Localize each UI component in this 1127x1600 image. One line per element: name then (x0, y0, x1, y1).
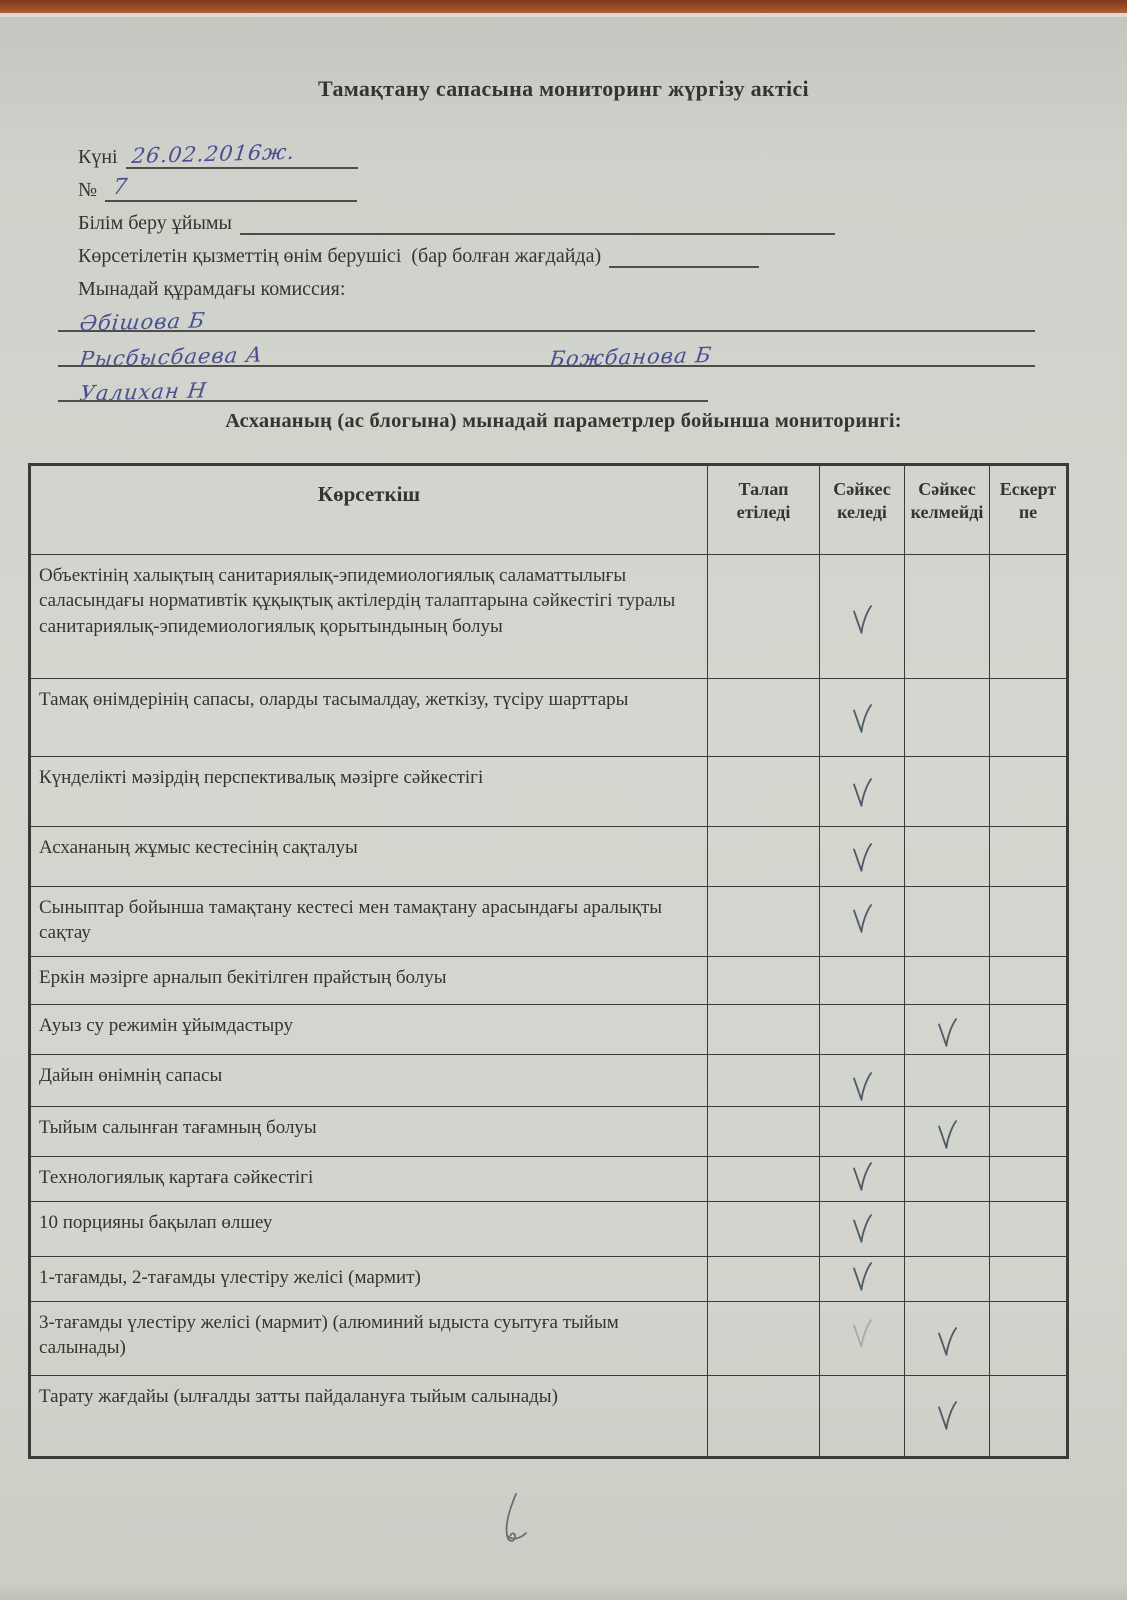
talap-cell (708, 679, 820, 757)
handwritten-flourish-icon (492, 1490, 534, 1553)
talap-cell (708, 957, 820, 1005)
organization-label: Білім беру ұйымы (78, 212, 232, 234)
checkmark-icon (935, 1326, 959, 1358)
provider-underline (609, 233, 759, 268)
indicator-cell: Ауыз су режимін ұйымдастыру (30, 1005, 708, 1055)
kelmeydi-cell (905, 1005, 990, 1055)
keledi-cell (820, 957, 905, 1005)
indicator-cell: Тыйым салынған тағамның болуы (30, 1107, 708, 1157)
talap-cell (708, 1005, 820, 1055)
table-row (30, 757, 1068, 827)
table-row (30, 1202, 1068, 1257)
eskertpe-cell (990, 1157, 1068, 1202)
keledi-cell (820, 555, 905, 679)
commission-member-2: Рысбысбаева А (78, 342, 265, 372)
talap-cell (708, 1257, 820, 1302)
talap-cell (708, 887, 820, 957)
table-row (30, 1107, 1068, 1157)
number-underline (105, 167, 357, 202)
provider-field (78, 235, 1035, 268)
talap-cell (708, 1157, 820, 1202)
keledi-cell (820, 1157, 905, 1202)
indicator-cell: Асхананың жұмыс кестесінің сақталуы (30, 827, 708, 887)
date-field (78, 136, 1035, 169)
provider-label: Көрсетілетін қызметтің өнім берушісі (бар болған жағдайда) (78, 245, 602, 267)
table-row (30, 1257, 1068, 1302)
organization-underline (240, 200, 835, 235)
kelmeydi-cell (905, 1157, 990, 1202)
indicator-cell: Технологиялық картаға сәйкестігі (30, 1157, 708, 1202)
checkmark-icon (850, 1318, 874, 1350)
kelmeydi-cell (905, 1257, 990, 1302)
keledi-cell (820, 827, 905, 887)
kelmeydi-cell (905, 1055, 990, 1107)
indicator-cell: Сыныптар бойынша тамақтану кестесі мен тамақтану арасындағы аралықты сақтау (30, 887, 708, 957)
talap-cell (708, 757, 820, 827)
keledi-cell (820, 1005, 905, 1055)
column-header-0: Көрсеткіш (30, 465, 708, 555)
table-row (30, 1302, 1068, 1376)
checkmark-icon (935, 1119, 959, 1151)
checkmark-icon (850, 903, 874, 935)
checkmark-icon (850, 1071, 874, 1103)
eskertpe-cell (990, 1302, 1068, 1376)
keledi-cell (820, 1055, 905, 1107)
talap-cell (708, 555, 820, 679)
commission-member-3: Божбанова Б (548, 342, 714, 372)
commission-label: Мынадай құрамдағы комиссия: (78, 278, 346, 300)
eskertpe-cell (990, 887, 1068, 957)
eskertpe-cell (990, 555, 1068, 679)
eskertpe-cell (990, 827, 1068, 887)
kelmeydi-cell (905, 1202, 990, 1257)
indicator-cell: Объектінің халықтың санитариялық-эпидемиологиялық саламаттылығы саласындағы нормативтік құқықтық актілердің талаптарына сәйкестігі туралы санитариялық-эпидемиологиялық қорытындының болуы (30, 555, 708, 679)
commission-line-1 (58, 297, 1035, 336)
commission-members (58, 297, 1035, 406)
table-row (30, 1055, 1068, 1107)
organization-field (78, 202, 1035, 235)
checkmark-icon (850, 703, 874, 735)
table-row (30, 1157, 1068, 1202)
eskertpe-cell (990, 1107, 1068, 1157)
scan-edge-top (0, 0, 1127, 13)
number-label: № (78, 179, 98, 201)
checkmark-icon (850, 777, 874, 809)
checkmark-icon (850, 1261, 874, 1293)
keledi-cell (820, 1257, 905, 1302)
talap-cell (708, 827, 820, 887)
table-header-row (30, 465, 1068, 555)
talap-cell (708, 1202, 820, 1257)
date-label: Күні (78, 146, 118, 168)
kelmeydi-cell (905, 757, 990, 827)
monitoring-table (28, 463, 1069, 1459)
checkmark-icon (850, 1213, 874, 1245)
table-row (30, 1005, 1068, 1055)
table-row (30, 679, 1068, 757)
keledi-cell (820, 757, 905, 827)
eskertpe-cell (990, 1005, 1068, 1055)
indicator-cell: 3-тағамды үлестіру желісі (мармит) (алюминий ыдыста суытуға тыйым салынады) (30, 1302, 708, 1376)
indicator-cell: Күнделікті мәзірдің перспективалық мәзірге сәйкестігі (30, 757, 708, 827)
document-title: Тамақтану сапасына мониторинг жүргізу актісі (318, 76, 809, 101)
kelmeydi-cell (905, 957, 990, 1005)
commission-line-3 (58, 367, 708, 406)
number-handwritten-value: 7 (111, 174, 130, 201)
checkmark-icon (850, 1161, 874, 1193)
eskertpe-cell (990, 679, 1068, 757)
checkmark-icon (850, 842, 874, 874)
eskertpe-cell (990, 1202, 1068, 1257)
indicator-cell: Еркін мәзірге арналып бекітілген прайстың болуы (30, 957, 708, 1005)
talap-cell (708, 1055, 820, 1107)
kelmeydi-cell (905, 1302, 990, 1376)
indicator-cell: 10 порцияны бақылап өлшеу (30, 1202, 708, 1257)
talap-cell (708, 1107, 820, 1157)
commission-member-4: Уалихан Н (78, 378, 209, 406)
keledi-cell (820, 679, 905, 757)
kelmeydi-cell (905, 555, 990, 679)
indicator-cell: Дайын өнімнің сапасы (30, 1055, 708, 1107)
talap-cell (708, 1302, 820, 1376)
talap-cell (708, 1376, 820, 1458)
eskertpe-cell (990, 1055, 1068, 1107)
keledi-cell (820, 1107, 905, 1157)
checkmark-icon (935, 1017, 959, 1049)
table-row (30, 827, 1068, 887)
keledi-cell (820, 1302, 905, 1376)
scan-edge-bottom (0, 1584, 1127, 1600)
table-row (30, 1376, 1068, 1458)
kelmeydi-cell (905, 827, 990, 887)
eskertpe-cell (990, 1376, 1068, 1458)
form-fields (78, 136, 1035, 301)
column-header-1: Талап етіледі (708, 465, 820, 555)
kelmeydi-cell (905, 887, 990, 957)
keledi-cell (820, 1376, 905, 1458)
checkmark-icon (850, 604, 874, 636)
column-header-3: Сәйкес келмейді (905, 465, 990, 555)
column-header-4: Ескертпе (990, 465, 1068, 555)
kelmeydi-cell (905, 679, 990, 757)
kelmeydi-cell (905, 1376, 990, 1458)
commission-member-1: Әбішова Б (78, 308, 207, 336)
indicator-cell: Тарату жағдайы (ылғалды затты пайдалануға тыйым салынады) (30, 1376, 708, 1458)
date-handwritten-value: 26.02.2016ж. (130, 139, 297, 169)
monitoring-subtitle: Асхананың (ас блогына) мынадай параметрлер бойынша мониторингі: (225, 410, 902, 432)
eskertpe-cell (990, 757, 1068, 827)
number-field (78, 169, 1035, 202)
eskertpe-cell (990, 957, 1068, 1005)
keledi-cell (820, 1202, 905, 1257)
column-header-2: Сәйкес келеді (820, 465, 905, 555)
checkmark-icon (935, 1400, 959, 1432)
indicator-cell: 1-тағамды, 2-тағамды үлестіру желісі (мармит) (30, 1257, 708, 1302)
commission-line-2 (58, 332, 1035, 372)
kelmeydi-cell (905, 1107, 990, 1157)
table-row (30, 957, 1068, 1005)
eskertpe-cell (990, 1257, 1068, 1302)
indicator-cell: Тамақ өнімдерінің сапасы, оларды тасымалдау, жеткізу, түсіру шарттары (30, 679, 708, 757)
keledi-cell (820, 887, 905, 957)
table-row (30, 887, 1068, 957)
table-row (30, 555, 1068, 679)
date-underline (126, 134, 358, 169)
